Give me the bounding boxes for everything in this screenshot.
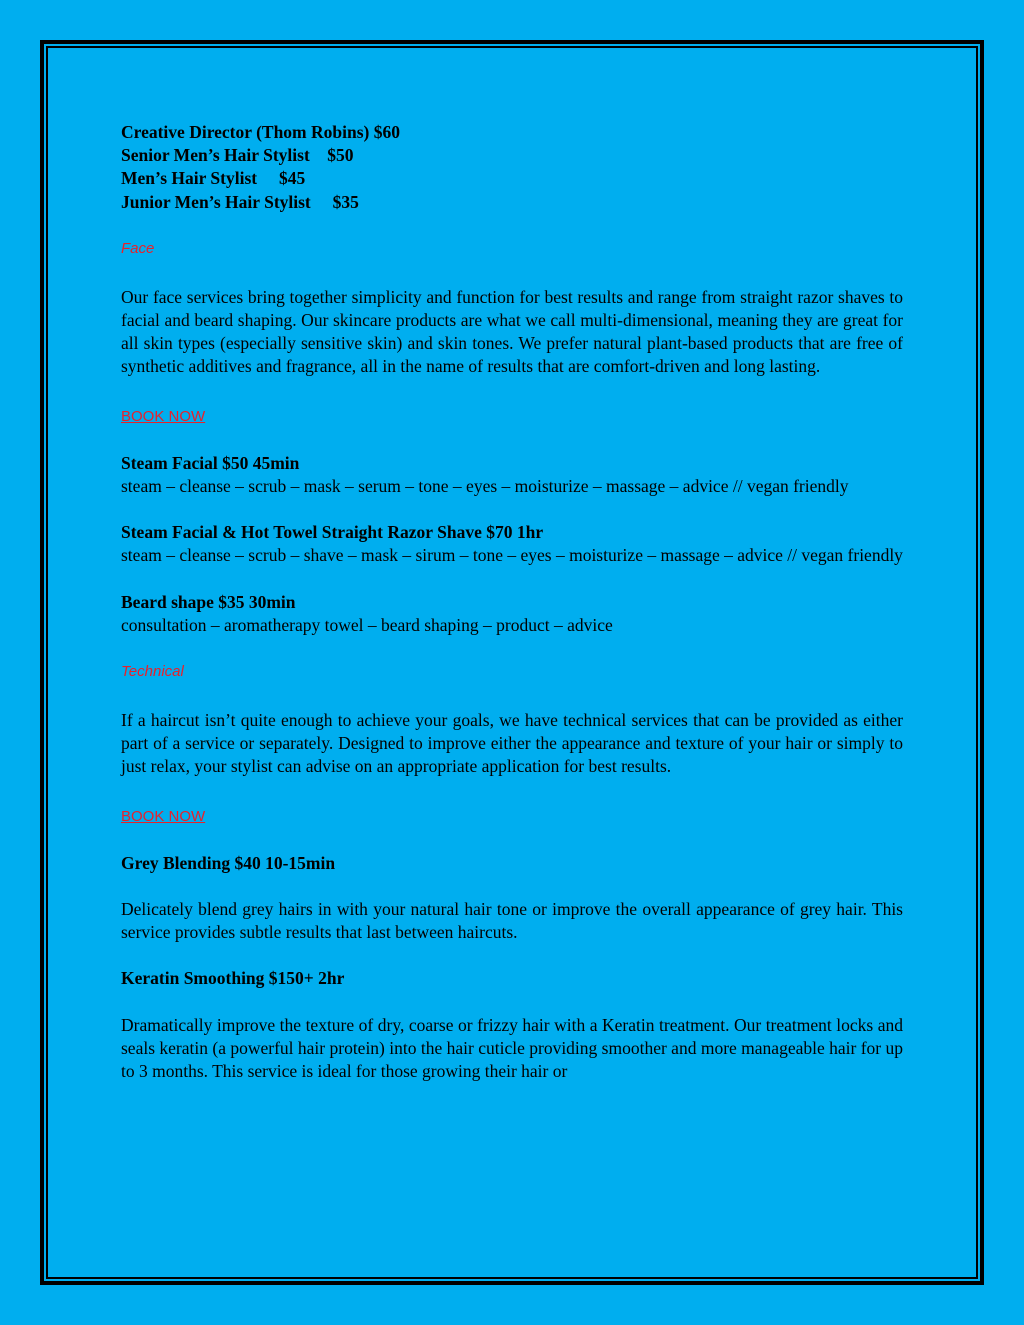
face-service-facial-razor-shave <box>121 521 903 567</box>
service-title: Steam Facial & Hot Towel Straight Razor Shave $70 1hr <box>121 522 544 543</box>
technical-book-now-link[interactable]: BOOK NOW <box>121 807 206 825</box>
face-intro-paragraph: Our face services bring together simplicity and function for best results and range from straight razor shaves to facial and beard shaping. Our skincare products are what we call multi-dimensional, meaning they are great for all skin types (especially sensitive skin) and skin tones. We prefer natural plant-based products that are free of synthetic additives and fragrance, all in the name of results that are comfort-driven and long lasting. <box>121 286 903 377</box>
staff-price-senior-stylist: Senior Men’s Hair Stylist $50 <box>121 145 354 166</box>
face-service-beard-shape <box>121 591 903 637</box>
technical-service-keratin-smoothing <box>121 967 903 1083</box>
face-book-now-link[interactable]: BOOK NOW <box>121 407 206 425</box>
service-title: Keratin Smoothing $150+ 2hr <box>121 968 345 989</box>
staff-price-stylist: Men’s Hair Stylist $45 <box>121 168 306 189</box>
service-title: Grey Blending $40 10-15min <box>121 852 336 873</box>
technical-service-grey-blending <box>121 852 903 945</box>
technical-intro-paragraph: If a haircut isn’t quite enough to achieve your goals, we have technical services that can be provided as either part of a service or separately. Designed to improve either the appearance and texture of your hair or simply to just relax, your stylist can advise on an appropriate application for best results. <box>121 710 903 777</box>
service-description: Delicately blend grey hairs in with your natural hair tone or improve the overall appearance of grey hair. This service provides subtle results that last between haircuts. <box>121 899 903 943</box>
staff-price-creative-director: Creative Director (Thom Robins) $60 <box>121 122 400 142</box>
service-title: Steam Facial $50 45min <box>121 452 300 473</box>
staff-price-list <box>121 121 903 214</box>
service-steps: steam – cleanse – scrub – shave – mask – sirum – tone – eyes – moisturize – massage – advice // vegan friendly <box>121 545 903 566</box>
service-steps: consultation – aromatherapy towel – beard shaping – product – advice <box>121 614 613 635</box>
technical-section-heading: Technical <box>121 663 184 681</box>
document-content <box>121 121 903 1083</box>
service-steps: steam – cleanse – scrub – mask – serum – tone – eyes – moisturize – massage – advice // vegan friendly <box>121 476 849 497</box>
face-section-heading: Face <box>121 239 155 257</box>
service-title: Beard shape $35 30min <box>121 591 296 612</box>
staff-price-junior-stylist: Junior Men’s Hair Stylist $35 <box>121 191 359 212</box>
face-service-steam-facial <box>121 452 903 498</box>
service-description: Dramatically improve the texture of dry, coarse or frizzy hair with a Keratin treatment. Our treatment locks and seals keratin (a powerful hair protein) into the hair cuticle providing smoother and more manageable hair for up to 3 months. This service is ideal for those growing their hair or <box>121 1014 903 1082</box>
